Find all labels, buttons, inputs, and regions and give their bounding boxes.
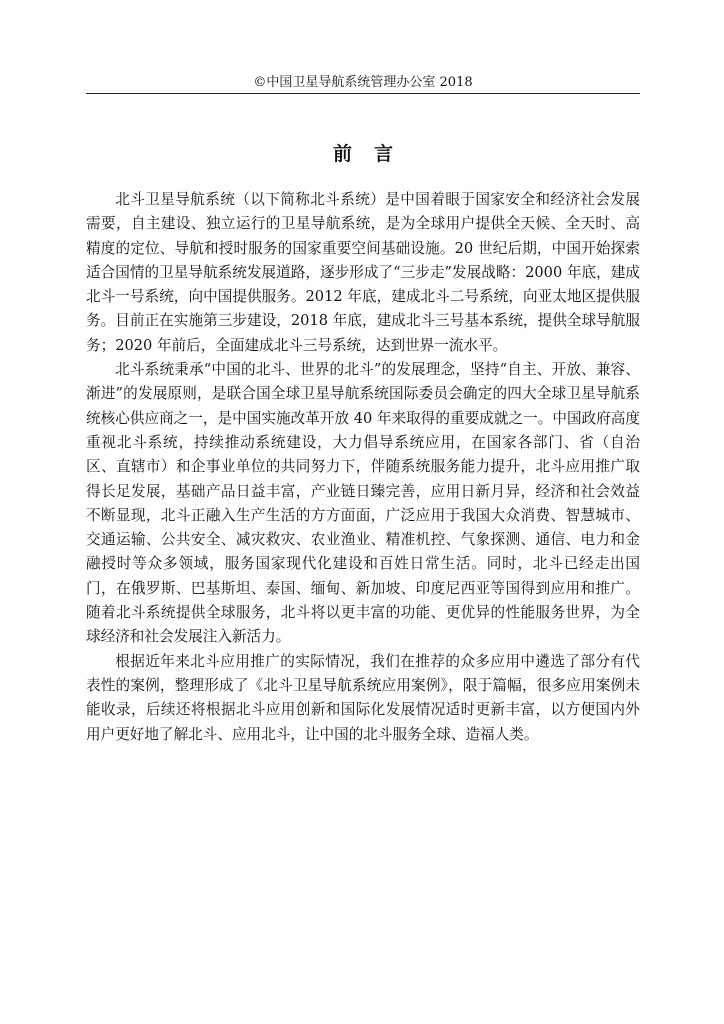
paragraph-2: 北斗系统秉承“中国的北斗、世界的北斗”的发展理念，坚持“自主、开放、兼容、渐进”的发展原则，是联合国全球卫星导航系统国际委员会确定的四大全球卫星导航系统核心供应商之一，是中国实施改革开放 40 年来取得的重要成就之一。中国政府高度重视北斗系统，持续推动系统建设，大力倡导系统应用，在国家各部门、省（自治区、直辖市）和企事业单位的共同努力下，伴随系统服务能力提升，北斗应用推广取得长足发展，基础产品日益丰富，产业链日臻完善，应用日新月异，经济和社会效益不断显现，北斗正融入生产生活的方方面面，广泛应用于我国大众消费、智慧城市、交通运输、公共安全、减灾救灾、农业渔业、精准机控、气象探测、通信、电力和金融授时等众多领域，服务国家现代化建设和百姓日常生活。同时，北斗已经走出国门，在俄罗斯、巴基斯坦、泰国、缅甸、新加坡、印度尼西亚等国得到应用和推广。随着北斗系统提供全球服务，北斗将以更丰富的功能、更优异的性能服务世界，为全球经济和社会发展注入新活力。 <box>86 361 640 646</box>
running-header: ©中国卫星导航系统管理办公室 2018 <box>253 75 473 90</box>
title-char-2: 言 <box>374 143 394 165</box>
body-text <box>86 188 640 747</box>
paragraph-1: 北斗卫星导航系统（以下简称北斗系统）是中国着眼于国家安全和经济社会发展需要，自主建设、独立运行的卫星导航系统，是为全球用户提供全天候、全天时、高精度的定位、导航和授时服务的国家重要空间基础设施。20 世纪后期，中国开始探索适合国情的卫星导航系统发展道路，逐步形成了“三步走”发展战略：2000 年底，建成北斗一号系统，向中国提供服务。2012 年底，建成北斗二号系统，向亚太地区提供服务。目前正在实施第三步建设，2018 年底，建成北斗三号基本系统，提供全球导航服务；2020 年前后，全面建成北斗三号系统，达到世界一流水平。 <box>86 191 640 354</box>
header-divider <box>86 93 640 94</box>
title-char-1: 前 <box>332 143 352 165</box>
page-title <box>86 141 640 167</box>
paragraph-3: 根据近年来北斗应用推广的实际情况，我们在推荐的众多应用中遴选了部分有代表性的案例，整理形成了《北斗卫星导航系统应用案例》，限于篇幅，很多应用案例未能收录，后续还将根据北斗应用创新和国际化发展情况适时更新丰富，以方便国内外用户更好地了解北斗、应用北斗，让中国的北斗服务全球、造福人类。 <box>86 652 640 743</box>
